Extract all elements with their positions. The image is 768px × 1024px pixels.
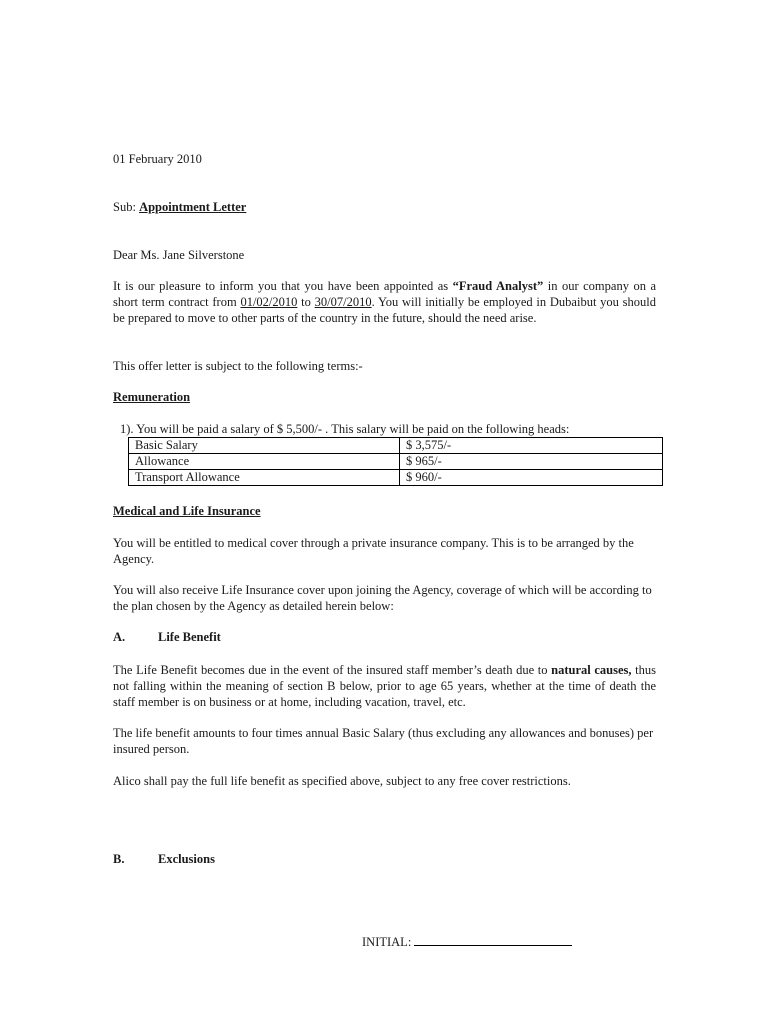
salary-value: $ 3,575/- [400,438,663,454]
medical-paragraph-2: You will also receive Life Insurance cover upon joining the Agency, coverage of which will be according to the plan chosen by the Agency as detailed herein below: [113,583,652,613]
section-title: Exclusions [158,852,215,866]
exclusions-heading [113,852,215,867]
contract-end-date: 30/07/2010 [314,295,372,309]
salary-label: Transport Allowance [129,470,400,486]
initial-label: INITIAL: [362,935,412,949]
salary-table [128,437,663,486]
table-row [129,470,663,486]
salary-value: $ 960/- [400,470,663,486]
contract-start-date: 01/02/2010 [240,295,298,309]
position-title: “Fraud Analyst” [452,279,544,293]
table-row [129,454,663,470]
intro-text-2: in our company on a short term contract from [113,279,656,309]
remuneration-heading: Remuneration [113,390,191,404]
salary-line: 1). You will be paid a salary of $ 5,500/- . This salary will be paid on the following heads: [120,422,570,436]
medical-paragraph-1: You will be entitled to medical cover through a private insurance company. This is to be arranged by the Agency. [113,536,634,566]
initial-field [362,932,572,950]
terms-line: This offer letter is subject to the following terms:- [113,359,363,373]
life-benefit-paragraph-2: The life benefit amounts to four times annual Basic Salary (thus excluding any allowances and bonuses) per insured person. [113,726,654,756]
salutation: Dear Ms. Jane Silverstone [113,248,245,262]
natural-causes: natural causes, [551,663,632,677]
life-benefit-paragraph-3: Alico shall pay the full life benefit as specified above, subject to any free cover restrictions. [113,774,571,788]
salary-label: Allowance [129,454,400,470]
section-number: B. [113,852,125,866]
section-number: A. [113,630,126,644]
life-benefit-heading [113,630,221,645]
intro-text-1: It is our pleasure to inform you that you have been appointed as [113,279,449,293]
subject-prefix: Sub: [113,200,136,214]
intro-paragraph [113,278,656,326]
section-title: Life Benefit [158,630,221,644]
salary-label: Basic Salary [129,438,400,454]
letter-date: 01 February 2010 [113,152,202,166]
life-benefit-paragraph-1 [113,662,656,710]
subject-title: Appointment Letter [139,200,247,214]
subject-line [113,199,656,215]
medical-heading: Medical and Life Insurance [113,504,261,518]
salary-value: $ 965/- [400,454,663,470]
intro-text-3: . You will initially be employed in Dubaibut you should be prepared to move to other parts of the country in the future, should the need arise. [113,295,656,325]
life-benefit-text-a: The Life Benefit becomes due in the event of the insured staff member’s death due to [113,663,548,677]
table-row [129,438,663,454]
intro-to: to [301,295,311,309]
initial-signature-line [414,932,572,946]
life-benefit-text-b: thus not falling within the meaning of section B below, prior to age 65 years, whether at the time of death the staff member is on business or at home, including vacation, travel, etc. [113,663,657,709]
